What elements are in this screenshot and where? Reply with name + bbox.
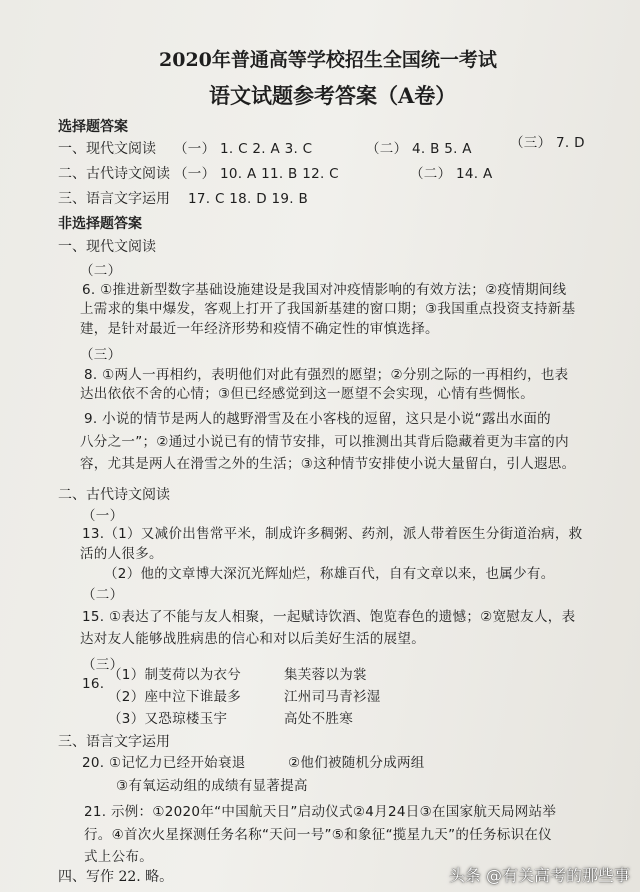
q6-line-1: 6. ①推进新型数字基础设施建设是我国对冲疫情影响的有效方法；②疫情期间线: [82, 282, 567, 298]
q21-line-2: 行。④首次火星探测任务名称“天问一号”⑤和象征“揽星九天”的任务标识在仪: [84, 827, 552, 843]
q16-3-first: （3）又恐琼楼玉宇: [108, 711, 228, 727]
choice-answers-1c: （三） 7. D: [510, 135, 585, 151]
nc-section-1-label: 一、现代文阅读: [58, 239, 156, 255]
q16-number: 16.: [82, 676, 105, 692]
q16-3-second: 高处不胜寒: [284, 711, 353, 727]
q15-line-2: 达对友人能够战胜病患的信心和对以后美好生活的展望。: [80, 631, 425, 647]
q6-line-3: 建，是针对最近一年经济形势和疫情不确定性的审慎选择。: [80, 321, 439, 337]
choice-heading: 选择题答案: [58, 119, 128, 135]
q9-line-2: 八分之一”；②通过小说已有的情节安排，可以推测出其背后隐藏着更为丰富的内: [80, 434, 569, 450]
nc-section-3-label: 三、语言文字运用: [58, 734, 170, 750]
choice-answers-1b: （二） 4. B 5. A: [366, 141, 472, 157]
q8-line-1: 8. ①两人一再相约，表明他们对此有强烈的愿望；②分别之际的一再相约，也表: [84, 367, 569, 383]
nc-section-2-label: 二、古代诗文阅读: [58, 487, 170, 503]
q16-2-first: （2）座中泣下谁最多: [108, 689, 242, 705]
subsection-label: （一）: [82, 508, 124, 524]
choice-answers-2b: （二） 14. A: [410, 166, 493, 182]
answer-key-title: 语文试题参考答案（A卷）: [209, 83, 457, 108]
exam-title: 2020年普通高等学校招生全国统一考试: [159, 49, 497, 71]
q13-line-3: （2）他的文章博大深沉光辉灿烂，称雄百代，自有文章以来，也属少有。: [104, 566, 555, 582]
section-3-label: 三、语言文字运用: [58, 191, 170, 207]
q16-2-second: 江州司马青衫湿: [284, 689, 381, 705]
section-1-label: 一、现代文阅读: [58, 141, 156, 157]
q8-line-2: 达出依依不舍的心情；③但已经感觉到这一愿望不会实现，心情有些惆怅。: [80, 386, 535, 402]
q21-line-1: 21. 示例：①2020年“中国航天日”启动仪式②4月24日③在国家航天局网站举: [84, 804, 557, 820]
q20-part-3: ③有氧运动组的成绩有显著提高: [116, 778, 308, 794]
nc-section-4-label: 四、写作 22. 略。: [58, 869, 174, 885]
q16-1-second: 集芙蓉以为裳: [284, 667, 367, 683]
nonchoice-heading: 非选择题答案: [58, 216, 142, 232]
q20-part-1: 20. ①记忆力已经开始衰退: [82, 755, 246, 771]
q9-line-3: 容，尤其是两人在滑雪之外的生活；③这种情节安排使小说大量留白，引人遐思。: [80, 456, 576, 472]
q13-line-2: 活的人很多。: [80, 546, 163, 562]
q6-line-2: 上需求的集中爆发，客观上打开了我国新基建的窗口期；③我国重点投资支持新基: [80, 301, 576, 317]
q16-1-first: （1）制芰荷以为衣兮: [108, 667, 242, 683]
section-2-label: 二、古代诗文阅读: [58, 166, 170, 182]
choice-answers-3: 17. C 18. D 19. B: [188, 191, 309, 207]
choice-answers-1a: （一） 1. C 2. A 3. C: [174, 141, 313, 157]
source-watermark: 头条 @有关高考的那些事: [448, 866, 630, 885]
q13-line-1: 13.（1）又减价出售常平米，制成许多稠粥、药剂，派人带着医生分街道治病，救: [82, 526, 583, 542]
subsection-label: （二）: [82, 587, 124, 603]
q21-line-3: 式上公布。: [84, 849, 153, 865]
q20-part-2: ②他们被随机分成两组: [288, 755, 425, 771]
subsection-label: （二）: [80, 263, 122, 279]
q15-line-1: 15. ①表达了不能与友人相聚，一起赋诗饮酒、饱览春色的遗憾；②宽慰友人，表: [82, 609, 576, 625]
choice-answers-2a: （一） 10. A 11. B 12. C: [174, 166, 339, 182]
q9-line-1: 9. 小说的情节是两人的越野滑雪及在小客栈的逗留，这只是小说“露出水面的: [84, 411, 551, 427]
subsection-label: （三）: [82, 657, 124, 673]
subsection-label: （三）: [80, 347, 122, 363]
